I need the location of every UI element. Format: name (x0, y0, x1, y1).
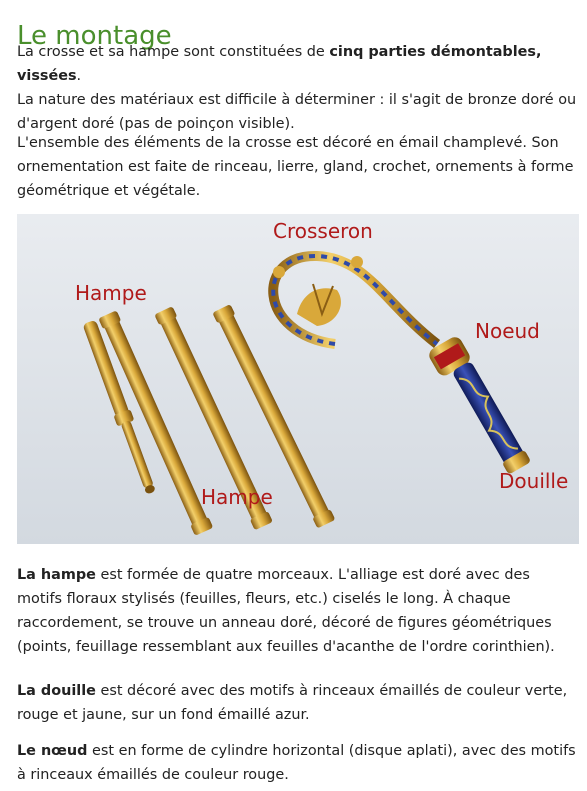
crosier-photo (17, 214, 579, 544)
noeud-text: est en forme de cylindre horizontal (disque aplati), avec des motifs à rinceaux émaillés de couleur rouge. (17, 743, 576, 783)
douille-text: est décoré avec des motifs à rinceaux émaillés de couleur verte, rouge et jaune, sur un fond émaillé azur. (17, 683, 568, 723)
hampe-text: est formée de quatre morceaux. L'alliage est doré avec des motifs floraux stylisés (feuilles, fleurs, etc.) ciselés le long. À chaque raccordement, se trouve un anneau doré, décoré de figures géométriques (points, feuillage ressemblant aux feuilles d'acanthe de l'ordre corinthien). (17, 567, 555, 655)
label-douille: Douille (499, 469, 569, 493)
hampe-term: La hampe (17, 567, 96, 583)
noeud-term: Le nœud (17, 743, 88, 759)
label-crosseron: Crosseron (273, 219, 373, 243)
noeud-paragraph (17, 739, 577, 787)
decoration-paragraph: L'ensemble des éléments de la crosse est décoré en émail champlevé. Son ornementation est faite de rinceau, lierre, gland, crochet, ornements à forme géométrique et végétale. (17, 135, 574, 199)
douille-paragraph (17, 679, 577, 727)
intro-text-c: . (76, 68, 82, 84)
intro-text-a: La crosse et sa hampe sont constituées de (17, 44, 330, 60)
label-hampe-top: Hampe (75, 281, 147, 305)
intro-emphasis: cinq parties démontables, vissées (17, 44, 542, 84)
label-noeud: Noeud (475, 319, 540, 343)
hampe-paragraph (17, 563, 577, 659)
intro-paragraph (17, 40, 577, 136)
intro-text-line2: La nature des matériaux est difficile à déterminer : il s'agit de bronze doré ou d'argent doré (pas de poinçon visible). (17, 92, 577, 132)
label-hampe-bottom: Hampe (201, 485, 273, 509)
page-title: Le montage (17, 21, 172, 52)
douille-term: La douille (17, 683, 96, 699)
